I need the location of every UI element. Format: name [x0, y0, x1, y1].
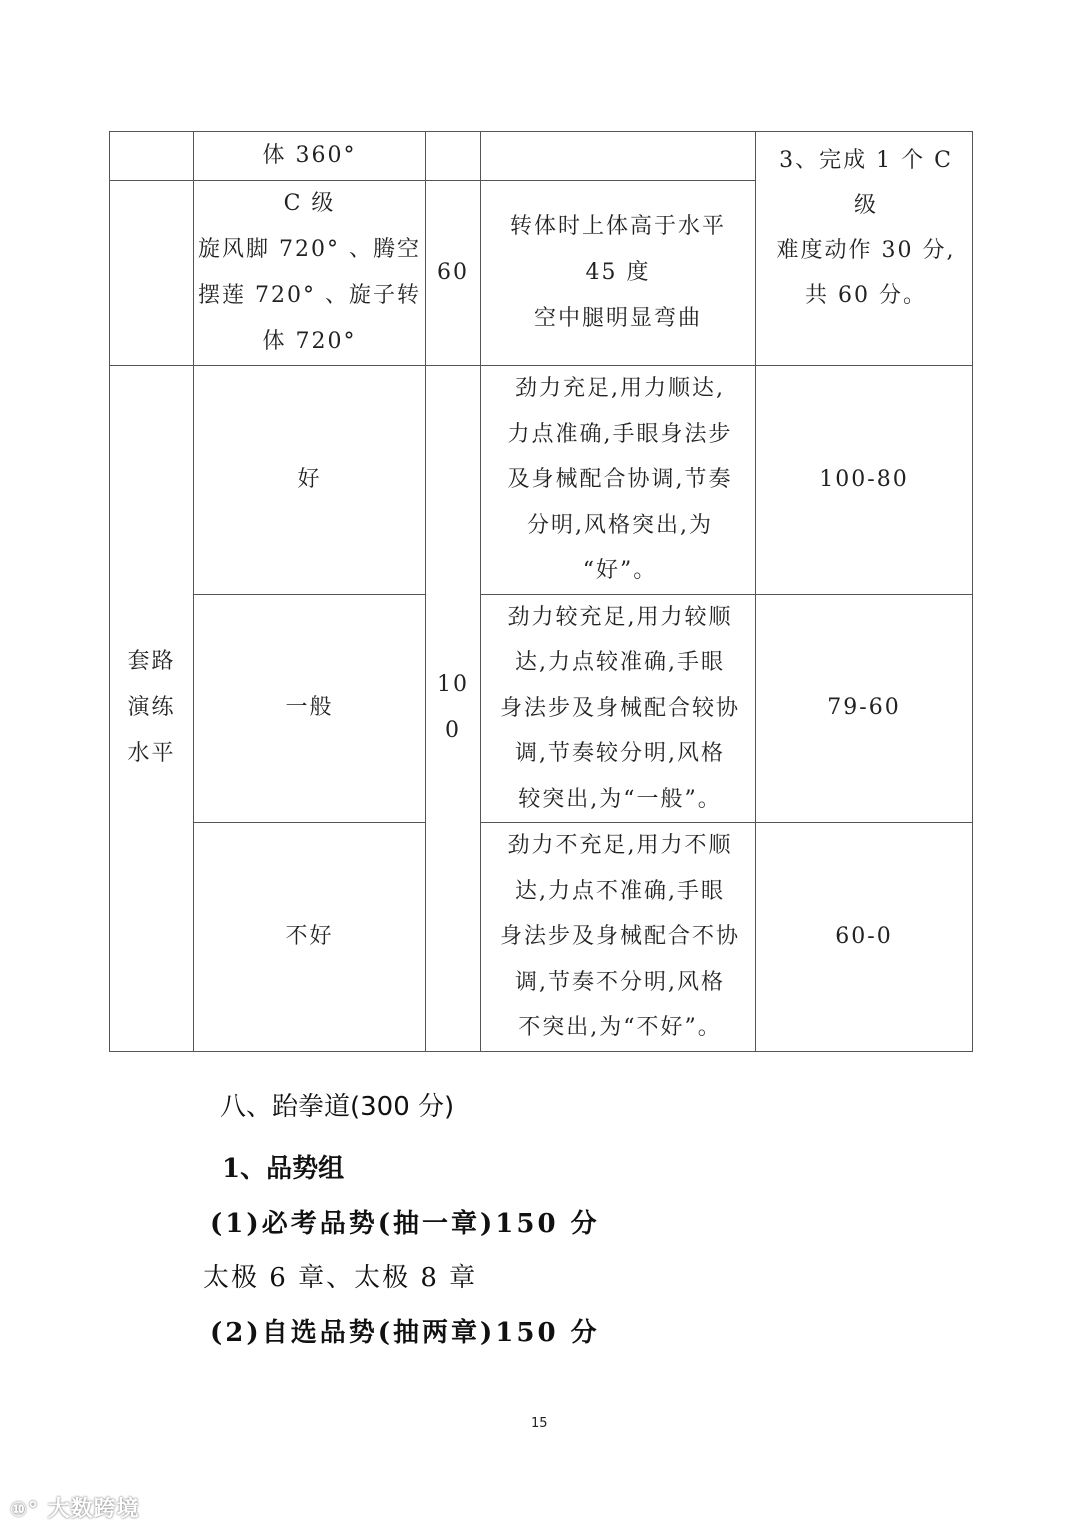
- level-desc-cell: [481, 823, 756, 1052]
- note-line: 难度动作 30 分,: [776, 238, 956, 263]
- desc-line: 劲力不充足,用力不顺: [507, 833, 733, 858]
- desc-line: 调,节奏较分明,风格: [515, 741, 725, 766]
- desc-line: 及身械配合协调,节奏: [507, 467, 733, 492]
- category-cell: [110, 181, 194, 366]
- desc-line: 转体时上体高于水平: [509, 214, 726, 239]
- item-body-1: 太极 6 章、太极 8 章: [203, 1263, 478, 1293]
- desc-line: 劲力较充足,用力较顺: [507, 604, 733, 630]
- note-line: 3、完成 1 个 C 级: [779, 148, 953, 218]
- weight-line: 0: [445, 718, 461, 744]
- desc-line: 较突出,为“一般”。: [518, 786, 722, 812]
- category-cell: [110, 132, 194, 181]
- action-line: 摆莲 720° 、旋子转: [198, 283, 421, 308]
- action-line: C 级: [283, 191, 336, 216]
- level-cell: 好: [194, 366, 426, 595]
- desc-line: 劲力充足,用力顺达,: [515, 376, 725, 401]
- category-line: 水平: [127, 741, 176, 767]
- watermark-text: 大数跨境: [47, 1497, 140, 1522]
- category-line: 演练: [127, 695, 176, 721]
- desc-line: 力点准确,手眼身法步: [507, 421, 733, 447]
- desc-line: 45 度: [585, 260, 651, 285]
- category-line: 套路: [127, 649, 176, 675]
- note-cell: [756, 132, 973, 366]
- desc-cell: [481, 181, 756, 366]
- level-desc-cell: [481, 594, 756, 823]
- item-heading-1: (1)必考品势(抽一章)150 分: [210, 1209, 600, 1239]
- section-heading: 八、跆拳道(300 分): [220, 1092, 455, 1122]
- watermark-logo-icon: ⑩°: [10, 1497, 39, 1521]
- action-line: 体 720°: [262, 329, 357, 354]
- desc-line: 不突出,为“不好”。: [518, 1015, 722, 1040]
- table-row: [110, 594, 973, 823]
- desc-cell: [481, 132, 756, 181]
- watermark: [10, 1492, 140, 1523]
- level-cell: 一般: [194, 594, 426, 823]
- desc-line: 达,力点不准确,手眼: [515, 878, 725, 904]
- score-range-cell: 100-80: [756, 366, 973, 595]
- level-desc-cell: [481, 366, 756, 595]
- desc-line: 调,节奏不分明,风格: [515, 969, 725, 995]
- table-row: [110, 366, 973, 595]
- desc-line: “好”。: [582, 558, 658, 583]
- table-row: [110, 132, 973, 181]
- weight-line: 10: [437, 672, 469, 698]
- routine-weight-cell: [426, 366, 481, 1052]
- weight-cell: 60: [426, 181, 481, 366]
- item-heading-2: (2)自选品势(抽两章)150 分: [210, 1318, 600, 1348]
- level-cell: 不好: [194, 823, 426, 1052]
- desc-line: 达,力点较准确,手眼: [515, 650, 725, 675]
- note-line: 共 60 分。: [805, 283, 927, 308]
- action-cell: [194, 181, 426, 366]
- subsection-heading: 1、品势组: [222, 1154, 345, 1184]
- weight-cell: [426, 132, 481, 181]
- desc-line: 身法步及身械配合不协: [499, 924, 740, 949]
- action-line: 旋风脚 720° 、腾空: [198, 237, 421, 262]
- routine-category-cell: [110, 366, 194, 1052]
- action-cell: 体 360°: [194, 132, 426, 181]
- desc-line: 分明,风格突出,为: [527, 512, 713, 538]
- desc-line: 空中腿明显弯曲: [533, 306, 702, 331]
- score-range-cell: 79-60: [756, 594, 973, 823]
- page-number: 15: [531, 1416, 548, 1431]
- scoring-table: [109, 131, 973, 1052]
- desc-line: 身法步及身械配合较协: [499, 695, 740, 721]
- table-row: [110, 823, 973, 1052]
- score-range-cell: 60-0: [756, 823, 973, 1052]
